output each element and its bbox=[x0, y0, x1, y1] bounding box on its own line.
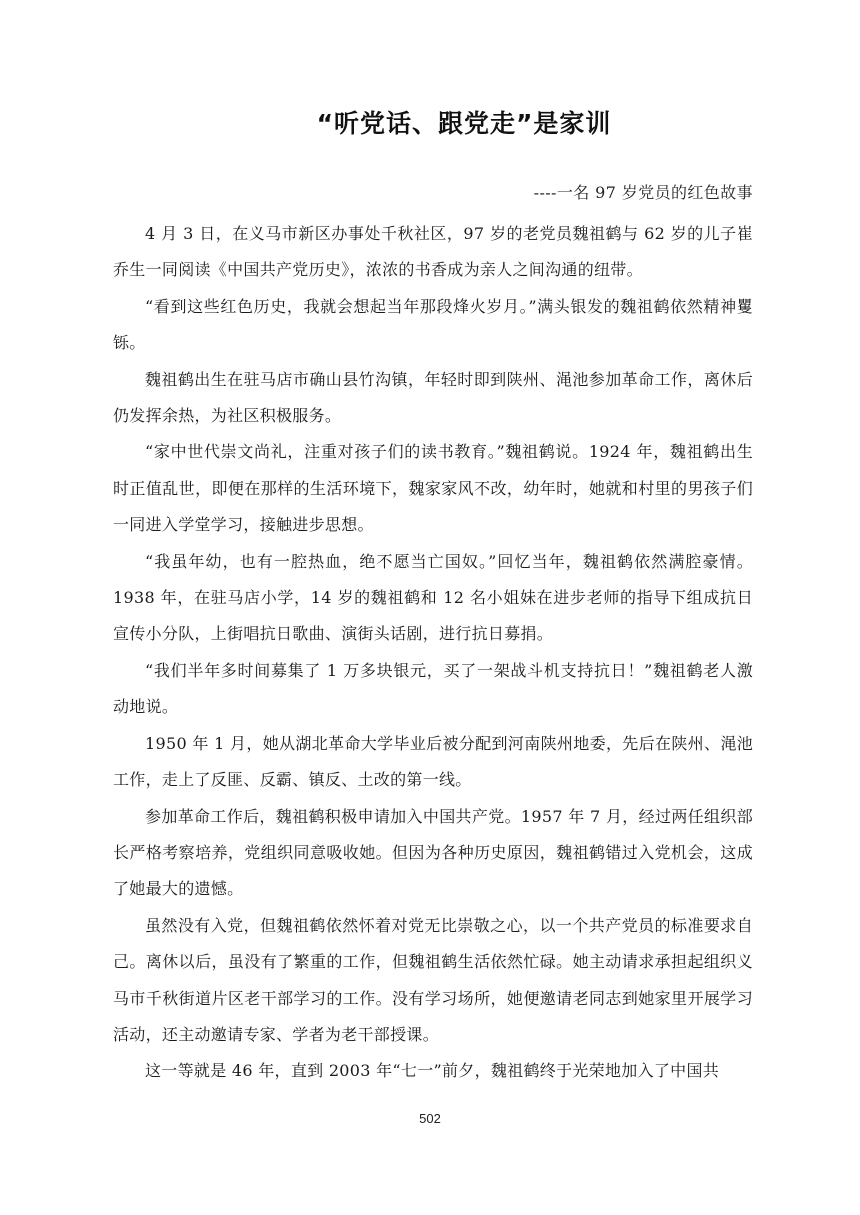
paragraph: 魏祖鹤出生在驻马店市确山县竹沟镇，年轻时即到陕州、渑池参加革命工作，离休后仍发挥余热，为社区积极服务。 bbox=[113, 369, 753, 426]
paragraph: 参加革命工作后，魏祖鹤积极申请加入中国共产党。1957 年 7 月，经过两任组织部长严格考察培养，党组织同意吸收她。但因为各种历史原因，魏祖鹤错过入党机会，这成了她最大的遗憾。 bbox=[113, 806, 753, 899]
document-title: “听党话、跟党走”是家训 bbox=[316, 109, 612, 138]
paragraph: “我们半年多时间募集了 1 万多块银元，买了一架战斗机支持抗日！”魏祖鹤老人激动地说。 bbox=[113, 660, 753, 717]
paragraph: “家中世代崇文尚礼，注重对孩子们的读书教育。”魏祖鹤说。1924 年，魏祖鹤出生时正值乱世，即便在那样的生活环境下，魏家家风不改，幼年时，她就和村里的男孩子们一同进入学堂学习，接触进步思想。 bbox=[113, 442, 753, 535]
document-subtitle: ----一名 97 岁党员的红色故事 bbox=[533, 183, 753, 202]
paragraph: 虽然没有入党，但魏祖鹤依然怀着对党无比崇敬之心，以一个共产党员的标准要求自己。离休以后，虽没有了繁重的工作，但魏祖鹤生活依然忙碌。她主动请求承担起组织义马市千秋街道片区老干部学习的工作。没有学习场所，她便邀请老同志到她家里开展学习活动，还主动邀请专家、学者为老干部授课。 bbox=[113, 915, 753, 1044]
paragraph: 这一等就是 46 年，直到 2003 年“七一”前夕，魏祖鹤终于光荣地加入了中国共 bbox=[145, 1061, 720, 1081]
paragraph: 4 月 3 日，在义马市新区办事处千秋社区，97 岁的老党员魏祖鹤与 62 岁的儿子崔乔生一同阅读《中国共产党历史》，浓浓的书香成为亲人之间沟通的纽带。 bbox=[113, 224, 753, 280]
paragraph: 1950 年 1 月，她从湖北革命大学毕业后被分配到河南陕州地委，先后在陕州、渑池工作，走上了反匪、反霸、镇反、土改的第一线。 bbox=[113, 733, 753, 790]
paragraph: “看到这些红色历史，我就会想起当年那段烽火岁月。”满头银发的魏祖鹤依然精神矍铄。 bbox=[113, 296, 753, 353]
paragraph: “我虽年幼，也有一腔热血，绝不愿当亡国奴。”回忆当年，魏祖鹤依然满腔豪情。1938 年，在驻马店小学，14 岁的魏祖鹤和 12 名小姐妹在进步老师的指导下组成抗日宣传小分队，上街唱抗日歌曲、演街头话剧，进行抗日募捐。 bbox=[113, 551, 753, 644]
document-body bbox=[113, 216, 753, 1090]
page-number: 502 bbox=[419, 1111, 441, 1126]
